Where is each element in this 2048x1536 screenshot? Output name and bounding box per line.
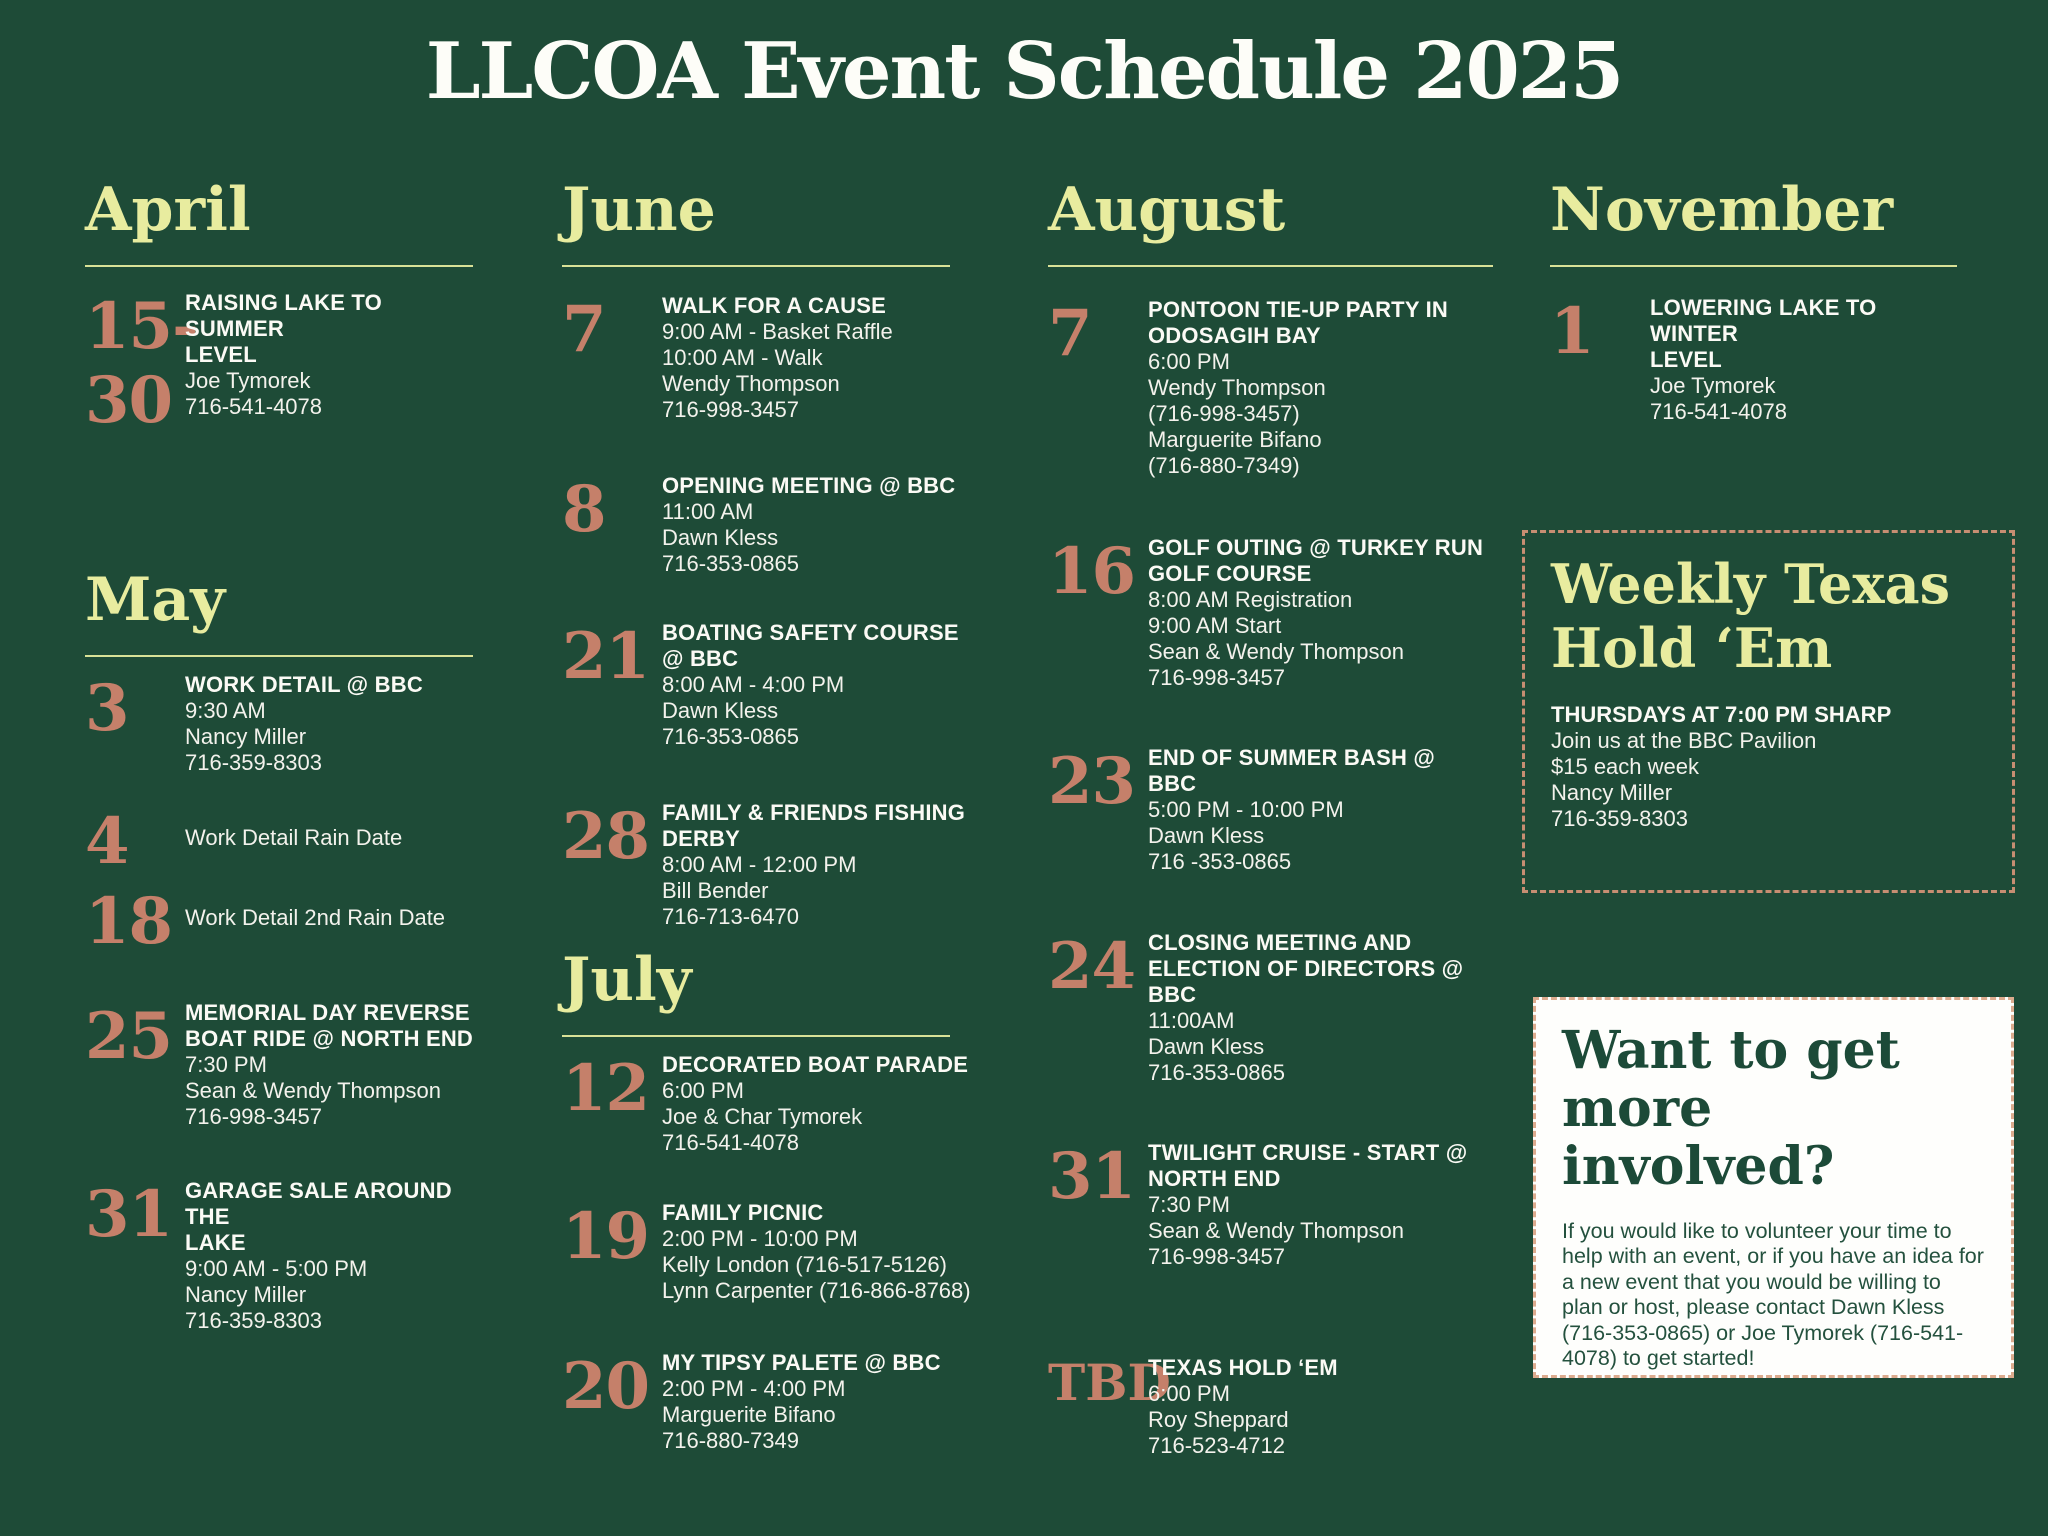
event-title-line: TWILIGHT CRUISE - START @ [1148,1140,1468,1165]
event-body [1148,1140,1500,1270]
event-date-line: 12 [562,1051,650,1126]
event-title-line: GOLF COURSE [1148,561,1312,586]
event-date-line: 31 [85,1177,173,1252]
month-section-may [85,565,475,1333]
event-detail-line: Joe Tymorek [185,368,311,393]
event-detail-line: Marguerite Bifano [1148,427,1322,452]
event-detail-line: Bill Bender [662,878,769,903]
event-detail-line: Joe & Char Tymorek [662,1104,863,1129]
event-date-line: 19 [562,1199,650,1274]
event-detail-line: Nancy Miller [185,724,307,749]
event-detail-line: 2:00 PM - 4:00 PM [662,1376,846,1401]
event-detail-line: 716-541-4078 [662,1130,800,1155]
month-divider [85,265,473,267]
month-title: May [85,565,226,635]
event-date [562,1350,662,1424]
event-date [85,885,185,959]
event-body [185,885,475,931]
event-detail-line: 9:00 AM Start [1148,613,1282,638]
event-title-line: FAMILY PICNIC [662,1200,824,1225]
event-detail-line: 8:00 AM - 12:00 PM [662,852,857,877]
event-date-line: 16 [1048,534,1136,609]
event-body [1148,930,1500,1086]
event-date [85,1178,185,1252]
event-detail-line: 8:00 AM - 4:00 PM [662,672,845,697]
month-title: June [562,175,716,245]
event-detail-line: Joe Tymorek [1650,373,1776,398]
event-detail-line: 716-359-8303 [185,750,323,775]
event-body [662,1350,1002,1454]
event-date-line: 15- [85,289,198,364]
event-detail-line: Wendy Thompson [1148,375,1326,400]
event-detail-line: 5:00 PM - 10:00 PM [1148,797,1344,822]
month-section-august [1048,175,1500,1458]
event-detail-line: 716-998-3457 [662,397,800,422]
event-detail-line: 6:00 PM [662,1078,744,1103]
event-title-line: BOAT RIDE @ NORTH END [185,1026,474,1051]
involved-box-body: If you would like to volunteer your time to help with an event, or if you have an idea for a new event that you would be willing to plan or host, please contact Dawn Kless (716-353-0865) or Joe Tymorek (716-541-4078) to get started! [1562,1218,1984,1371]
event-detail-line: Lynn Carpenter (716-866-8768) [662,1278,971,1303]
event-date [562,1200,662,1274]
event-date-line: 31 [1048,1139,1136,1214]
event-title-line: GARAGE SALE AROUND THE [185,1178,452,1229]
event-date-line: 30 [85,363,173,438]
event-detail-line: 716-353-0865 [1148,1060,1286,1085]
event-title-line: PONTOON TIE-UP PARTY IN [1148,297,1449,322]
month-title: November [1550,175,1894,245]
event [1550,295,1962,425]
get-involved-box [1533,997,2014,1378]
event [1048,535,1500,691]
event-title-line: FAMILY & FRIENDS FISHING [662,800,966,825]
event-title-line: DECORATED BOAT PARADE [662,1052,969,1077]
event-detail-line: Nancy Miller [185,1282,307,1307]
event-title-line: OPENING MEETING @ BBC [662,473,956,498]
event [1048,745,1500,875]
month-section-april [85,175,475,438]
event-date-line: 8 [562,472,606,547]
month-divider [562,1035,950,1037]
event-date [562,1052,662,1126]
event-date [85,805,185,879]
month-divider [85,655,473,657]
event-title-line: END OF SUMMER BASH @ [1148,745,1436,770]
event-detail-line: 8:00 AM Registration [1148,587,1353,612]
event-date-line: 25 [85,999,173,1074]
weekly-box-line: Nancy Miller [1551,780,1673,806]
event-date-line: 1 [1550,294,1594,369]
event-title-line: BBC [1148,982,1197,1007]
event-body [1148,535,1500,691]
month-section-november [1550,175,1962,424]
event-detail-line: Dawn Kless [1148,1034,1265,1059]
month-title: April [85,175,251,245]
event-date-line: 3 [85,671,129,746]
event-detail-line: Wendy Thompson [662,371,840,396]
event [85,805,475,879]
event-detail-line: 10:00 AM - Walk [662,345,823,370]
event [1048,930,1500,1086]
event-title-line: RAISING LAKE TO SUMMER [185,290,382,341]
event-detail-line: 11:00AM [1148,1008,1235,1033]
weekly-box-schedule: THURSDAYS AT 7:00 PM SHARP [1551,702,1892,728]
event [562,800,1002,930]
event [85,885,475,959]
event-detail-line: 6:00 PM [1148,349,1230,374]
event-title-line: LEVEL [185,342,257,367]
event-detail-line: 716-998-3457 [1148,1244,1286,1269]
event [562,1052,1002,1156]
event-date [1048,745,1148,819]
event-body [1148,1355,1500,1459]
event-date [562,620,662,694]
event-title-line: LAKE [185,1230,246,1255]
event-date [562,800,662,874]
event-detail-line: 9:00 AM - Basket Raffle [662,319,893,344]
event-detail-line: 716-523-4712 [1148,1433,1286,1458]
event-date [85,1000,185,1074]
event-date [1048,1353,1171,1412]
event-detail-line: Dawn Kless [1148,823,1265,848]
event [85,290,475,438]
event-detail-line: Roy Sheppard [1148,1407,1289,1432]
event [562,1350,1002,1454]
event-date-line: 18 [85,884,173,959]
event-detail-line: 9:00 AM - 5:00 PM [185,1256,368,1281]
event-title-line: WALK FOR A CAUSE [662,293,887,318]
event-date [85,672,185,746]
event-body [185,805,475,851]
month-divider [1550,265,1957,267]
event-detail-line: 9:30 AM [185,698,266,723]
event-title-line: BOATING SAFETY COURSE [662,620,959,645]
event-body [662,473,1002,577]
event-title-line: TEXAS HOLD ‘EM [1148,1355,1338,1380]
event [1048,1355,1500,1459]
month-title: August [1048,175,1286,245]
event-body [185,290,475,420]
weekly-box-line: $15 each week [1551,754,1699,780]
event [85,1000,475,1130]
event [85,1178,475,1334]
event-detail-line: 716 -353-0865 [1148,849,1292,874]
event-title-line: DERBY [662,826,741,851]
event-date [562,293,662,367]
event-detail-line: 7:30 PM [1148,1192,1230,1217]
event-detail-line: 716-998-3457 [1148,665,1286,690]
event-date-line: 20 [562,1349,650,1424]
month-section-june [562,175,1002,929]
event-detail-line: 2:00 PM - 10:00 PM [662,1226,858,1251]
event-date [562,473,662,547]
event-detail-line: 716-541-4078 [185,394,323,419]
event-body [185,1000,475,1130]
weekly-box-line: Join us at the BBC Pavilion [1551,728,1817,754]
event-detail-line: 716-353-0865 [662,724,800,749]
event-detail-line: Dawn Kless [662,698,779,723]
month-title: July [562,945,692,1015]
event-body [1148,745,1500,875]
event [85,672,475,776]
event-title-line: WORK DETAIL @ BBC [185,672,423,697]
page-title: LLCOA Event Schedule 2025 [425,26,1623,117]
event-title-line: LEVEL [1650,347,1722,372]
event-date-line: 7 [562,292,606,367]
event-title-line: MY TIPSY PALETE @ BBC [662,1350,941,1375]
weekly-box-title: Weekly Texas Hold ‘Em [1551,552,1950,680]
event-detail-line: 7:30 PM [185,1052,267,1077]
event-title-line: GOLF OUTING @ TURKEY RUN [1148,535,1484,560]
event [1048,297,1500,479]
event-detail-line: Sean & Wendy Thompson [185,1078,442,1103]
event-date-line: 7 [1048,296,1092,371]
event-date-line: 4 [85,804,129,879]
event-body [662,293,1002,423]
event-body [662,1200,1002,1304]
event-detail-line: 6:00 PM [1148,1381,1230,1406]
month-divider [562,265,950,267]
event-title-line: CLOSING MEETING AND [1148,930,1412,955]
event-detail-line: Work Detail Rain Date [185,825,403,850]
event-detail-line: Dawn Kless [662,525,779,550]
involved-box-title: Want to get more involved? [1562,1020,1900,1198]
event-detail-line: Sean & Wendy Thompson [1148,1218,1405,1243]
event-detail-line: 716-541-4078 [1650,399,1788,424]
event-date [1550,295,1650,369]
event-body [1650,295,1962,425]
event-detail-line: Sean & Wendy Thompson [1148,639,1405,664]
event-date-line: 28 [562,799,650,874]
event-detail-line: 716-880-7349 [662,1428,800,1453]
event-title-line: MEMORIAL DAY REVERSE [185,1000,470,1025]
event-body [1148,297,1500,479]
event-title-line: LOWERING LAKE TO WINTER [1650,295,1877,346]
month-divider [1048,265,1493,267]
event [1048,1140,1500,1270]
event-date [1048,930,1148,1004]
event-detail-line: Work Detail 2nd Rain Date [185,905,446,930]
event [562,473,1002,577]
event-date-line: 24 [1048,929,1136,1004]
event-body [662,620,1002,750]
weekly-box-line: 716-359-8303 [1551,806,1689,832]
event-title-line: @ BBC [662,646,739,671]
event-detail-line: (716-998-3457) [1148,401,1300,426]
event [562,1200,1002,1304]
month-section-july [562,945,1002,1453]
event-body [662,800,1002,930]
event-detail-line: Kelly London (716-517-5126) [662,1252,947,1277]
event [562,293,1002,423]
event-detail-line: (716-880-7349) [1148,453,1300,478]
event-detail-line: 716-353-0865 [662,551,800,576]
event-date-line: 21 [562,619,650,694]
event [562,620,1002,750]
event-title-line: NORTH END [1148,1166,1281,1191]
event-detail-line: 716-998-3457 [185,1104,323,1129]
weekly-texas-holdem-box [1522,530,2015,893]
event-date [1048,535,1148,609]
event-title-line: ELECTION OF DIRECTORS @ [1148,956,1464,981]
event-date-line: 23 [1048,744,1136,819]
event-detail-line: 716-359-8303 [185,1308,323,1333]
event-title-line: ODOSAGIH BAY [1148,323,1321,348]
event-body [185,672,475,776]
event-body [662,1052,1002,1156]
event-detail-line: 716-713-6470 [662,904,800,929]
event-date [1048,297,1148,371]
event-detail-line: Marguerite Bifano [662,1402,836,1427]
event-body [185,1178,475,1334]
event-date [1048,1140,1148,1214]
event-title-line: BBC [1148,771,1197,796]
event-date [85,289,198,438]
event-detail-line: 11:00 AM [662,499,754,524]
event-date-line: TBD [1048,1353,1171,1412]
